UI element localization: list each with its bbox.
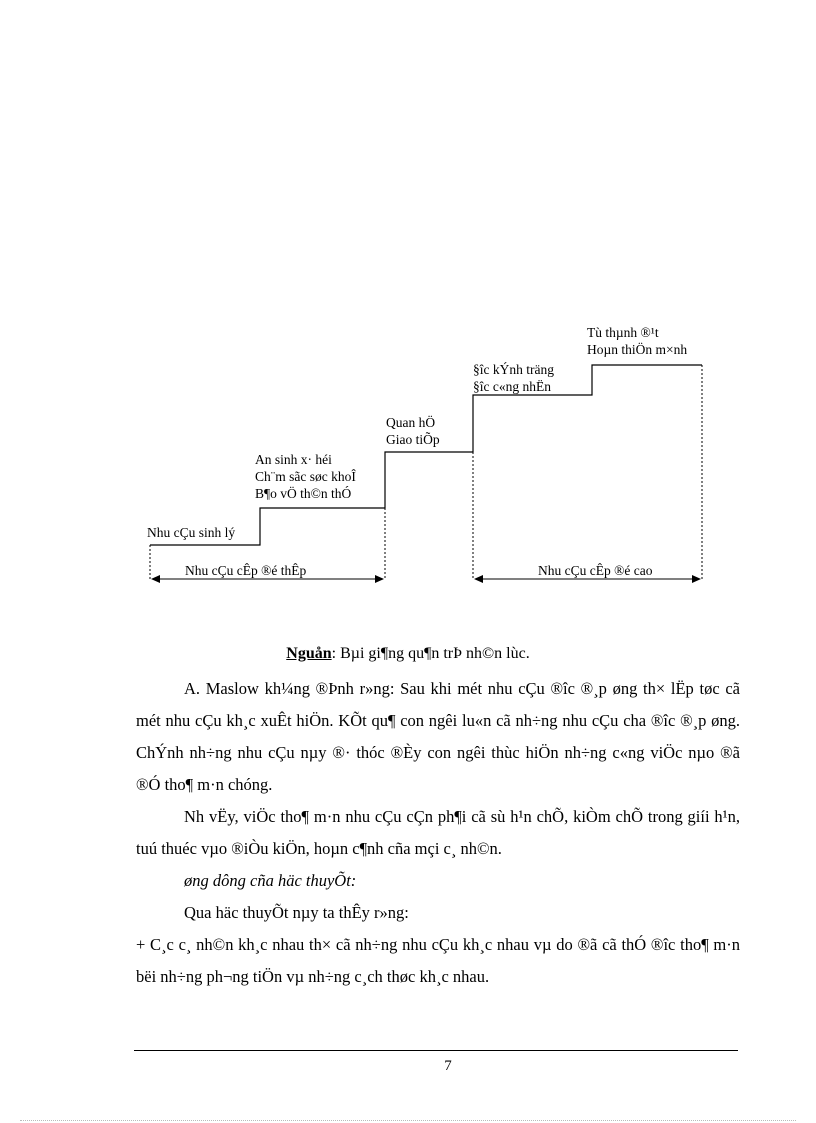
level-2-line-3: B¶o vÖ th©n thÓ — [255, 486, 352, 501]
level-2-label — [255, 451, 356, 502]
paragraph-intro — [136, 897, 740, 929]
level-5-line-2: Hoµn thiÖn m×nh — [587, 342, 688, 357]
paragraph-satisfaction-text: Nh vËy, viÖc tho¶ m·n nhu cÇu cÇn ph¶i cã sù h¹n chÕ, kiÒm chÕ trong giíi h¹n, tuú thuéc vµo ®iÒu kiÖn, hoµn c¶nh cña mçi c¸ nh©n. — [136, 807, 740, 858]
footer-divider — [134, 1050, 738, 1051]
paragraph-bullet-text: + C¸c c¸ nh©n kh¸c nhau th× cã nh÷ng nhu cÇu kh¸c nhau vµ do ®ã cã thÓ ®îc tho¶ m·n bëi nh÷ng ph¬ng tiÖn vµ nh÷ng c¸ch thøc kh¸c nhau. — [136, 935, 740, 986]
paragraph-satisfaction — [136, 801, 740, 865]
paragraph-bullet — [136, 929, 740, 993]
paragraph-intro-text: Qua häc thuyÕt nµy ta thÊy r»ng: — [184, 903, 409, 922]
level-3-line-2: Giao tiÕp — [386, 432, 440, 447]
application-heading-text: øng dông cña häc thuyÕt: — [184, 871, 357, 890]
level-2-line-2: Ch¨m sãc søc khoÎ — [255, 469, 356, 484]
level-1-line-1: Nhu cÇu sinh lý — [147, 525, 236, 540]
high-group-label: Nhu cÇu cÊp ®é cao — [538, 563, 653, 578]
paragraph-maslow-text: A. Maslow kh¼ng ®Þnh r»ng: Sau khi mét nhu cÇu ®îc ®¸p øng th× lËp tøc cã mét nhu cÇu kh¸c xuÊt hiÖn. KÕt qu¶ con ngêi lu«n cã nh÷ng nhu cÇu cha ®îc ®¸p øng. ChÝnh nh÷ng nhu cÇu nµy ®· thóc ®Èy con ngêi thùc hiÖn nh÷ng c«ng viÖc nµo ®ã ®Ó tho¶ m·n chóng. — [136, 679, 740, 794]
source-caption — [0, 645, 816, 663]
level-4-line-1: §îc kÝnh träng — [473, 362, 554, 377]
page-number: 7 — [444, 1058, 452, 1074]
level-1-label — [147, 524, 235, 541]
level-5-label — [587, 324, 687, 358]
level-4-label — [473, 361, 554, 395]
source-text: : Bµi gi¶ng qu¶n trÞ nh©n lùc. — [331, 645, 530, 662]
low-group-label: Nhu cÇu cÊp ®é thÊp — [185, 563, 307, 578]
source-label: Nguån — [286, 645, 332, 662]
level-3-line-1: Quan hÖ — [386, 415, 436, 430]
paragraph-maslow — [136, 673, 740, 801]
level-5-line-1: Tù thµnh ®¹t — [587, 325, 659, 340]
level-4-line-2: §îc c«ng nhËn — [473, 379, 551, 394]
page-bottom-border — [20, 1120, 796, 1121]
paragraph-application-heading — [136, 865, 740, 897]
level-3-label — [386, 414, 440, 448]
staircase-line — [150, 365, 702, 545]
level-2-line-1: An sinh x· héi — [255, 452, 332, 467]
